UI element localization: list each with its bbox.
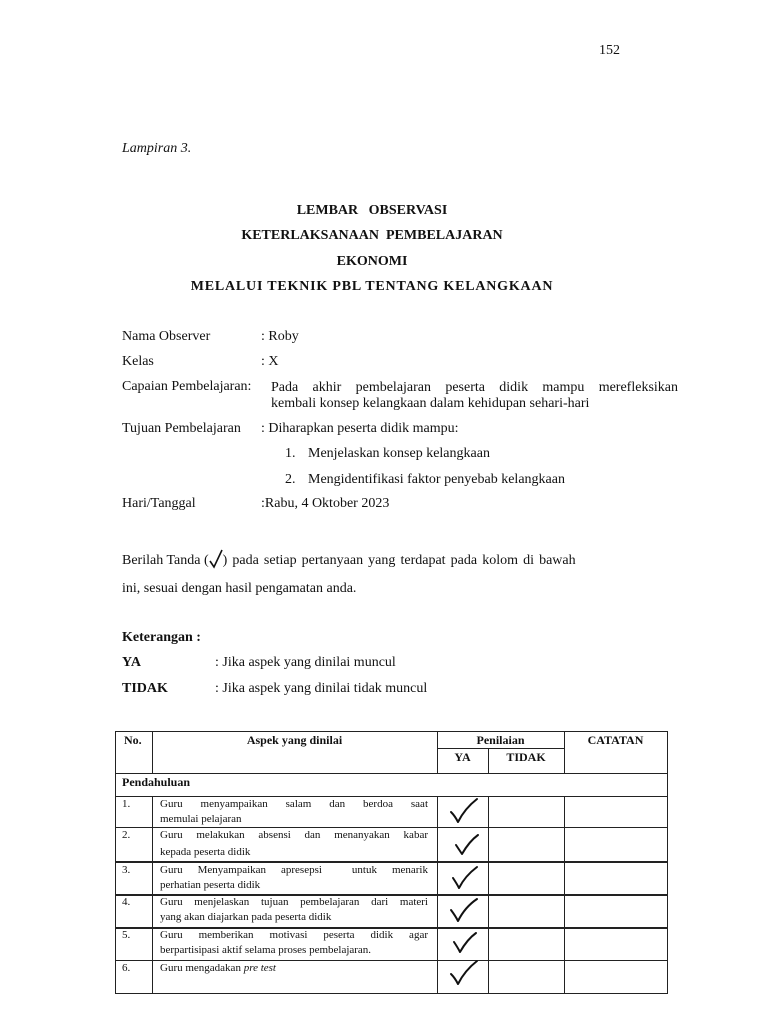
legend-key: TIDAK	[122, 681, 168, 696]
checkmark-icon	[449, 797, 479, 825]
row-aspect-line-1: Guru menjelaskan tujuan pembelajaran dari materi	[160, 896, 428, 908]
title-line-1: LEMBAR OBSERVASI	[296, 203, 448, 218]
section-heading: Pendahuluan	[122, 775, 191, 789]
row-aspect-line-2: perhatian peserta didik	[160, 879, 261, 891]
row-aspect-line-1: Guru memberikan motivasi peserta didik agar	[160, 929, 428, 941]
objective-item-number: 2.	[285, 472, 296, 487]
checkmark-icon	[454, 833, 480, 857]
row-aspect-line-2: memulai pelajaran	[160, 813, 242, 825]
header-aspect: Aspek yang dinilai	[246, 733, 343, 747]
learning-outcome-line-1: Pada akhir pembelajaran peserta didik mampu merefleksikan	[271, 380, 678, 395]
row-number: 4.	[122, 896, 131, 908]
observer-value: : Roby	[261, 329, 299, 344]
class-label: Kelas	[122, 354, 154, 369]
row-number: 3.	[122, 864, 131, 876]
date-label: Hari/Tanggal	[122, 496, 196, 511]
instruction-text-after: ) pada setiap pertanyaan yang terdapat pada kolom di bawah	[222, 553, 576, 568]
observer-label: Nama Observer	[122, 329, 211, 344]
objective-value: : Diharapkan peserta didik mampu:	[261, 421, 459, 436]
checkmark-icon	[452, 931, 478, 955]
instruction-line-1	[122, 549, 576, 569]
legend-key: YA	[122, 655, 141, 670]
checkmark-icon	[209, 549, 223, 569]
row-aspect-line-1: Guru melakukan absensi dan menanyakan kabar	[160, 829, 428, 841]
row-aspect-italic: pre test	[243, 962, 276, 974]
objective-item-number: 1.	[285, 446, 296, 461]
checkmark-icon	[451, 865, 479, 891]
row-number: 2.	[122, 829, 131, 841]
row-aspect-line-2: yang akan diajarkan pada peserta didik	[160, 911, 332, 923]
legend-value: : Jika aspek yang dinilai muncul	[215, 655, 396, 670]
instruction-line-2: ini, sesuai dengan hasil pengamatan anda.	[122, 581, 357, 596]
row-aspect-text: Guru mengadakan	[160, 962, 244, 974]
class-value: : X	[261, 354, 279, 369]
legend-heading: Keterangan :	[122, 630, 201, 645]
header-yes: YA	[454, 750, 471, 764]
learning-outcome-label: Capaian Pembelajaran:	[122, 379, 252, 394]
appendix-label: Lampiran 3.	[122, 141, 192, 156]
row-number: 6.	[122, 962, 131, 974]
instruction-text-before: Berilah Tanda (	[122, 553, 209, 568]
header-notes: CATATAN	[587, 733, 644, 747]
header-no: No.	[124, 733, 142, 747]
row-aspect-line-1	[160, 962, 276, 974]
title-line-2: KETERLAKSANAAN PEMBELAJARAN	[241, 228, 503, 243]
header-no-column: TIDAK	[506, 750, 546, 764]
row-aspect-line-2: kepada peserta didik	[160, 846, 251, 858]
page-number: 152	[599, 43, 620, 58]
row-aspect-line-1: Guru menyampaikan salam dan berdoa saat	[160, 798, 428, 810]
checkmark-icon	[449, 897, 479, 924]
date-value: :Rabu, 4 Oktober 2023	[261, 496, 390, 511]
row-aspect-line-2: berpartisipasi aktif selama proses pembelajaran.	[160, 944, 372, 956]
row-number: 5.	[122, 929, 131, 941]
title-line-4: MELALUI TEKNIK PBL TENTANG KELANGKAAN	[190, 279, 554, 294]
title-line-3: EKONOMI	[336, 254, 408, 269]
objective-label: Tujuan Pembelajaran	[122, 421, 241, 436]
checkmark-icon	[449, 959, 479, 987]
row-number: 1.	[122, 798, 131, 810]
row-aspect-line-1: Guru Menyampaikan apresepsi untuk menarik	[160, 864, 428, 876]
learning-outcome-line-2: kembali konsep kelangkaan dalam kehidupan sehari-hari	[271, 396, 590, 411]
header-assessment: Penilaian	[476, 733, 525, 747]
legend-value: : Jika aspek yang dinilai tidak muncul	[215, 681, 428, 696]
objective-item-text: Menjelaskan konsep kelangkaan	[308, 446, 490, 461]
objective-item-text: Mengidentifikasi faktor penyebab kelangkaan	[308, 472, 565, 487]
